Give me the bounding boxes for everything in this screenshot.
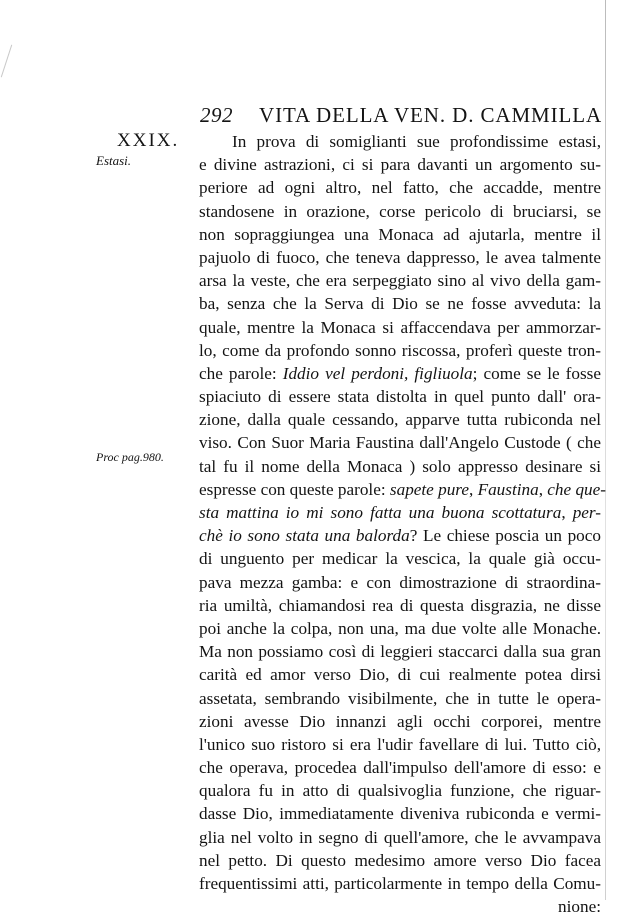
- text-segment: zioni avesse Dio innanzi agli occhi corporei, mentre: [199, 711, 601, 731]
- text-line: [199, 571, 601, 594]
- text-line: [199, 246, 601, 269]
- text-segment: assetata, sembrando visibilmente, che in tutte le opera-: [199, 688, 601, 708]
- text-segment: pajuolo di fuoco, che teneva dappresso, le avea talmente: [199, 247, 601, 267]
- text-segment: tal fu il nome della Monaca ) solo appresso desinare si: [199, 456, 601, 476]
- running-title: VITA DELLA VEN. D. CAMMILLA: [259, 103, 603, 127]
- body-text: [199, 130, 606, 918]
- text-segment: pava mezza gamba: e con dimostrazione di straordina-: [199, 572, 601, 592]
- text-segment: periore ad ogni altro, nel fatto, che accadde, mentre: [199, 178, 601, 198]
- text-segment: glia nel volto in segno di quell'amore, che le avvampava: [199, 827, 601, 847]
- text-line: [199, 710, 601, 733]
- text-line: [199, 826, 601, 849]
- text-segment: standosene in orazione, corse pericolo di bruciarsi, se: [199, 201, 601, 221]
- text-segment: quale, mentre la Monaca si affaccendava per ammorzar-: [199, 317, 601, 337]
- text-line: [199, 200, 601, 223]
- text-segment: ria umiltà, chiamandosi rea di questa disgrazia, ne disse: [199, 595, 601, 615]
- text-segment: ,: [468, 479, 478, 499]
- running-head: [200, 103, 605, 131]
- text-line: [199, 663, 601, 686]
- text-segment: carità ed amor verso Dio, di cui realmente potea dirsi: [199, 665, 601, 685]
- italic-text: sta mattina io mi sono fatta una buona scottatura: [199, 503, 562, 522]
- text-line: [199, 431, 601, 454]
- text-segment: viso. Con Suor Maria Faustina dall'Angelo Custode ( che: [199, 433, 601, 453]
- italic-text: Iddio vel perdoni, figliuola: [282, 363, 473, 383]
- text-segment: spiaciuto di essere stata distolta in quel punto dall' ora-: [199, 387, 601, 407]
- text-line: [199, 640, 601, 663]
- italic-text: Faustina: [477, 479, 539, 499]
- text-line: [199, 895, 601, 918]
- text-segment: nel petto. Di questo medesimo amore verso Dio facea: [199, 850, 601, 870]
- text-segment: Ma non possiamo così di leggieri staccarci dalla sua gran: [199, 642, 601, 662]
- text-line: [199, 362, 601, 385]
- text-segment: che operava, procedea dall'impulso dell'amore di esso: e: [199, 758, 601, 778]
- text-line: [199, 292, 601, 315]
- text-line: [199, 176, 601, 199]
- text-segment: poi anche la colpa, non una, ma due volte alle Monache.: [199, 618, 601, 638]
- text-segment: espresse con queste parole:: [199, 479, 390, 499]
- section-number: XXIX.: [117, 130, 180, 151]
- page-number: 292: [200, 103, 233, 127]
- italic-text: chè io sono stata una balorda: [199, 526, 410, 546]
- text-segment: In prova di somiglianti sue profondissime estasi,: [232, 132, 601, 151]
- text-line: [199, 733, 601, 756]
- text-line: [199, 385, 601, 408]
- text-line: [199, 339, 601, 362]
- italic-text: sapete pure: [389, 479, 469, 499]
- text-segment: dasse Dio, immediatamente diveniva rubiconda e vermi-: [199, 804, 601, 824]
- text-line: [199, 547, 601, 570]
- text-line: [199, 455, 601, 478]
- text-line: [199, 687, 601, 710]
- text-segment: e divine astrazioni, ci si para davanti un argomento su-: [199, 155, 601, 175]
- text-line: [199, 223, 601, 246]
- text-segment: nione:: [558, 897, 601, 917]
- text-line: [199, 478, 606, 501]
- text-line: [199, 524, 601, 547]
- text-segment: zione, dalla quale cessando, apparve tutta rubiconda nel: [199, 410, 601, 430]
- text-line: [199, 130, 601, 153]
- text-line: [199, 316, 601, 339]
- text-segment: arsa la veste, che era serpeggiato sino al vivo della gam-: [199, 271, 601, 291]
- text-segment: frequentissimi atti, particolarmente in tempo della Comu-: [199, 874, 601, 893]
- text-line: [199, 269, 601, 292]
- text-segment: ,: [538, 479, 548, 499]
- text-segment: che parole:: [199, 363, 283, 383]
- text-segment: non sopraggiungea una Monaca ad ajutarla, mentre il: [199, 224, 601, 244]
- text-segment: qualora fu in atto di qualsivoglia funzione, che riguar-: [199, 781, 601, 801]
- text-line: [199, 594, 601, 617]
- text-line: [199, 872, 601, 895]
- text-line: [199, 756, 601, 779]
- text-segment: ,: [561, 503, 573, 522]
- margin-note-estasi: Estasi.: [96, 153, 132, 168]
- italic-text: che que-: [547, 479, 606, 499]
- italic-text: per-: [572, 503, 601, 522]
- text-segment: lo, come da profondo sonno riscossa, proferì queste tron-: [199, 340, 601, 360]
- text-segment: l'unico suo ristoro si era l'udir favellare di lui. Tutto ciò,: [199, 734, 601, 754]
- text-line: [199, 153, 601, 176]
- text-segment: ; come se le fosse: [472, 363, 601, 383]
- text-segment: ba, senza che la Serva di Dio se ne fosse avveduta: la: [199, 294, 601, 314]
- pencil-mark: [1, 45, 12, 78]
- text-segment: ? Le chiese poscia un poco: [409, 526, 601, 546]
- text-line: [199, 849, 601, 872]
- page-edge-shadow: [605, 0, 606, 900]
- margin-note-reference: Proc pag.980.: [96, 450, 164, 464]
- text-line: [199, 617, 601, 640]
- text-segment: di unguento per medicar la vescica, la quale già occu-: [199, 549, 601, 569]
- text-line: [199, 501, 601, 524]
- text-line: [199, 802, 601, 825]
- text-line: [199, 408, 601, 431]
- text-line: [199, 779, 601, 802]
